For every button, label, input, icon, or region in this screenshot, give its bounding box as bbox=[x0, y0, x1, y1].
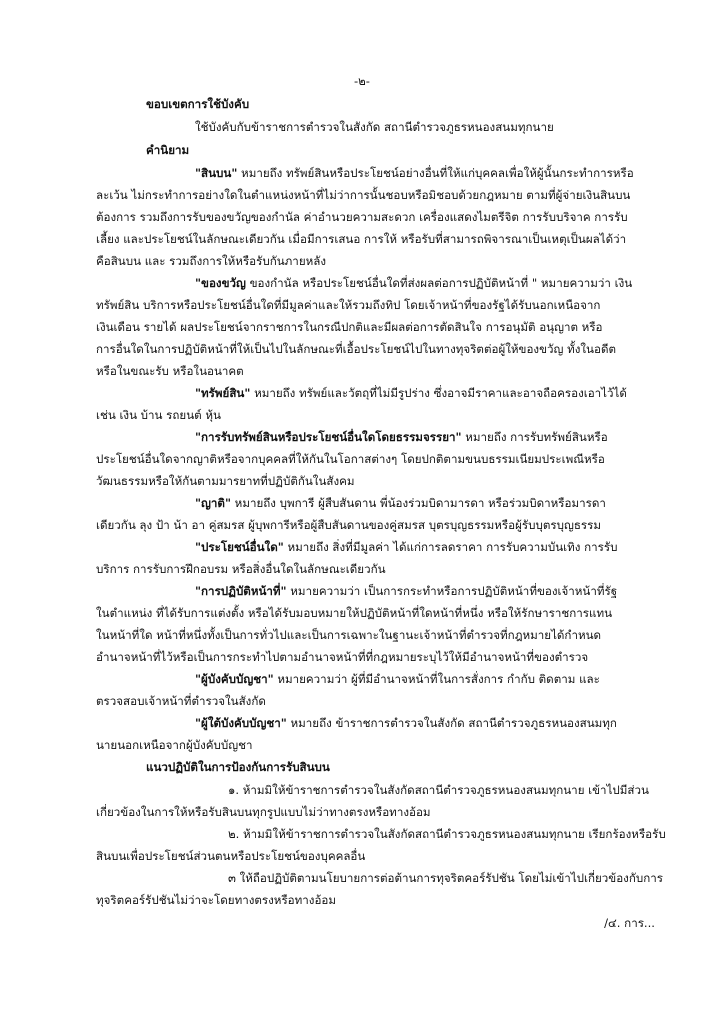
definition-subordinate-line-1: "ผู้ใต้บังคับบัญชา" หมายถึง ข้าราชการตำรวจในสังกัด สถานีตำรวจภูธรหนองสนมทุก bbox=[195, 716, 617, 730]
definition-duty-line-3: ในหน้าที่ใด หน้าที่หนึ่งทั้งเป็นการทั่วไปและเป็นการเฉพาะในฐานะเจ้าหน้าที่ตำรวจที่กฎหมายได้กำหนด bbox=[96, 628, 602, 642]
definition-gift-line-3: เงินเดือน รายได้ ผลประโยชน์จากราชการในกรณีปกติและมีผลต่อการตัดสินใจ การอนุมัติ อนุญาต หรือ bbox=[96, 320, 603, 334]
definition-ethical-receipt-line-1: "การรับทรัพย์สินหรือประโยชน์อื่นใดโดยธรรมจรรยา" หมายถึง การรับทรัพย์สินหรือ bbox=[195, 430, 608, 444]
definition-relative-line-2: เดียวกัน ลุง ป้า น้า อา คู่สมรส ผู้บุพการีหรือผู้สืบสันดานของคู่สมรส บุตรบุญธรรมหรือผู้รับบุตรบุญธรรม bbox=[96, 518, 602, 532]
definition-duty-line-4: อำนาจหน้าที่ไว้หรือเป็นการกระทำไปตามอำนาจหน้าที่ที่กฎหมายระบุไว้ให้มีอำนาจหน้าที่ของตำรวจ bbox=[96, 650, 589, 664]
guideline-3-line-2: ทุจริตคอร์รัปชันไม่ว่าจะโดยทางตรงหรือทางอ้อม bbox=[96, 893, 337, 907]
definition-other-benefit-line-2: บริการ การรับการฝึกอบรม หรือสิ่งอื่นใดในลักษณะเดียวกัน bbox=[96, 562, 386, 576]
definition-ethical-receipt-line-2: ประโยชน์อื่นใดจากญาติหรือจากบุคคลที่ให้กันในโอกาสต่างๆ โดยปกติตามขนบธรรมเนียมประเพณีหรือ bbox=[96, 452, 605, 466]
scope-text: ใช้บังคับกับข้าราชการตำรวจในสังกัด สถานีตำรวจภูธรหนองสนมทุกนาย bbox=[195, 120, 554, 134]
definition-supervisor-line-1: "ผู้บังคับบัญชา" หมายความว่า ผู้ที่มีอำนาจหน้าที่ในการสั่งการ กำกับ ติดตาม และ bbox=[195, 672, 600, 686]
guideline-3-line-1: ๓ ให้ถือปฏิบัติตามนโยบายการต่อต้านการทุจริตคอร์รัปชัน โดยไม่เข้าไปเกี่ยวข้องกับการ bbox=[228, 871, 663, 885]
definition-bribe-line-2: ละเว้น ไม่กระทำการอย่างใดในตำแหน่งหน้าที่ไม่ว่าการนั้นชอบหรือมิชอบด้วยกฎหมาย ตามที่ผู้จ่ายเงินสินบน bbox=[96, 188, 631, 202]
definition-term: "ผู้บังคับบัญชา" bbox=[195, 672, 274, 686]
definition-term: "ของขวัญ bbox=[195, 276, 246, 290]
prevention-heading: แนวปฏิบัติในการป้องกันการรับสินบน bbox=[146, 760, 330, 774]
guideline-1-line-2: เกี่ยวข้องในการให้หรือรับสินบนทุกรูปแบบไม่ว่าทางตรงหรือทางอ้อม bbox=[96, 805, 431, 819]
definition-gift-line-4: การอื่นใดในการปฏิบัติหน้าที่ให้เป็นไปในลักษณะที่เอื้อประโยชน์ไปในทางทุจริตต่อผู้ให้ของขวัญ ทั้งในอดีต bbox=[96, 342, 616, 356]
definition-relative-line-1: "ญาติ" หมายถึง บุพการี ผู้สืบสันดาน พี่น้องร่วมบิดามารดา หรือร่วมบิดาหรือมารดา bbox=[195, 496, 606, 510]
definition-duty-line-2: ในตำแหน่ง ที่ได้รับการแต่งตั้ง หรือได้รับมอบหมายให้ปฏิบัติหน้าที่ใดหน้าที่หนึ่ง หรือให้รักษาราชการแทน bbox=[96, 606, 613, 620]
definitions-heading: คำนิยาม bbox=[146, 143, 190, 157]
definition-term: "ผู้ใต้บังคับบัญชา" bbox=[195, 716, 287, 730]
definition-duty-line-1: "การปฏิบัติหน้าที่" หมายความว่า เป็นการกระทำหรือการปฏิบัติหน้าที่ของเจ้าหน้าที่รัฐ bbox=[195, 584, 618, 598]
definition-subordinate-line-2: นายนอกเหนือจากผู้บังคับบัญชา bbox=[96, 738, 253, 752]
definition-other-benefit-line-1: "ประโยชน์อื่นใด" หมายถึง สิ่งที่มีมูลค่า ได้แก่การลดราคา การรับความบันเทิง การรับ bbox=[195, 540, 618, 554]
guideline-1-line-1: ๑. ห้ามมิให้ข้าราชการตำรวจในสังกัดสถานีตำรวจภูธรหนองสนมทุกนาย เข้าไปมีส่วน bbox=[228, 783, 649, 797]
continuation-marker: /๔. การ... bbox=[604, 916, 655, 930]
definition-term: "สินบน" bbox=[195, 166, 238, 180]
definition-gift-line-5: หรือในขณะรับ หรือในอนาคต bbox=[96, 364, 244, 378]
definition-term: "การปฏิบัติหน้าที่" bbox=[195, 584, 287, 598]
guideline-2-line-1: ๒. ห้ามมิให้ข้าราชการตำรวจในสังกัดสถานีตำรวจภูธรหนองสนมทุกนาย เรียกร้องหรือรับ bbox=[228, 827, 666, 841]
definition-bribe-line-1: "สินบน" หมายถึง ทรัพย์สินหรือประโยชน์อย่างอื่นที่ให้แก่บุคคลเพื่อให้ผู้นั้นกระทำการหรือ bbox=[195, 166, 634, 180]
scope-heading: ขอบเขตการใช้บังคับ bbox=[146, 97, 250, 111]
definition-bribe-line-4: เลี้ยง และประโยชน์ในลักษณะเดียวกัน เมื่อมีการเสนอ การให้ หรือรับที่สามารถพิจารณาเป็นเหตุเป็นผลได้ว่า bbox=[96, 232, 627, 246]
definition-gift-line-1: "ของขวัญ ของกำนัล หรือประโยชน์อื่นใดที่ส่งผลต่อการปฏิบัติหน้าที่ " หมายความว่า เงิน bbox=[195, 276, 633, 290]
definition-term: "การรับทรัพย์สินหรือประโยชน์อื่นใดโดยธรรมจรรยา" bbox=[195, 430, 462, 444]
definition-property-line-2: เช่น เงิน บ้าน รถยนต์ หุ้น bbox=[96, 408, 221, 422]
definition-bribe-line-5: คือสินบน และ รวมถึงการให้หรือรับกันภายหลัง bbox=[96, 254, 327, 268]
page-number: -๒- bbox=[353, 74, 370, 88]
definition-property-line-1: "ทรัพย์สิน" หมายถึง ทรัพย์และวัตถุที่ไม่มีรูปร่าง ซึ่งอาจมีราคาและอาจถือครองเอาไว้ได้ bbox=[195, 386, 627, 400]
definition-bribe-line-3: ต้องการ รวมถึงการรับของขวัญของกำนัล ค่าอำนวยความสะดวก เครื่องแสดงไมตรีจิต การรับบริจาค การรับ bbox=[96, 210, 628, 224]
guideline-2-line-2: สินบนเพื่อประโยชน์ส่วนตนหรือประโยชน์ของบุคคลอื่น bbox=[96, 849, 366, 863]
definition-term: "ประโยชน์อื่นใด" bbox=[195, 540, 284, 554]
definition-gift-line-2: ทรัพย์สิน บริการหรือประโยชน์อื่นใดที่มีมูลค่าและให้รวมถึงทิป โดยเจ้าหน้าที่ของรัฐได้รับนอกเหนือจาก bbox=[96, 298, 601, 312]
definition-ethical-receipt-line-3: วัฒนธรรมหรือให้กันตามมารยาทที่ปฏิบัติกันในสังคม bbox=[96, 474, 355, 488]
definition-supervisor-line-2: ตรวจสอบเจ้าหน้าที่ตำรวจในสังกัด bbox=[96, 694, 266, 708]
definition-term: "ญาติ" bbox=[195, 496, 231, 510]
definition-term: "ทรัพย์สิน" bbox=[195, 386, 251, 400]
